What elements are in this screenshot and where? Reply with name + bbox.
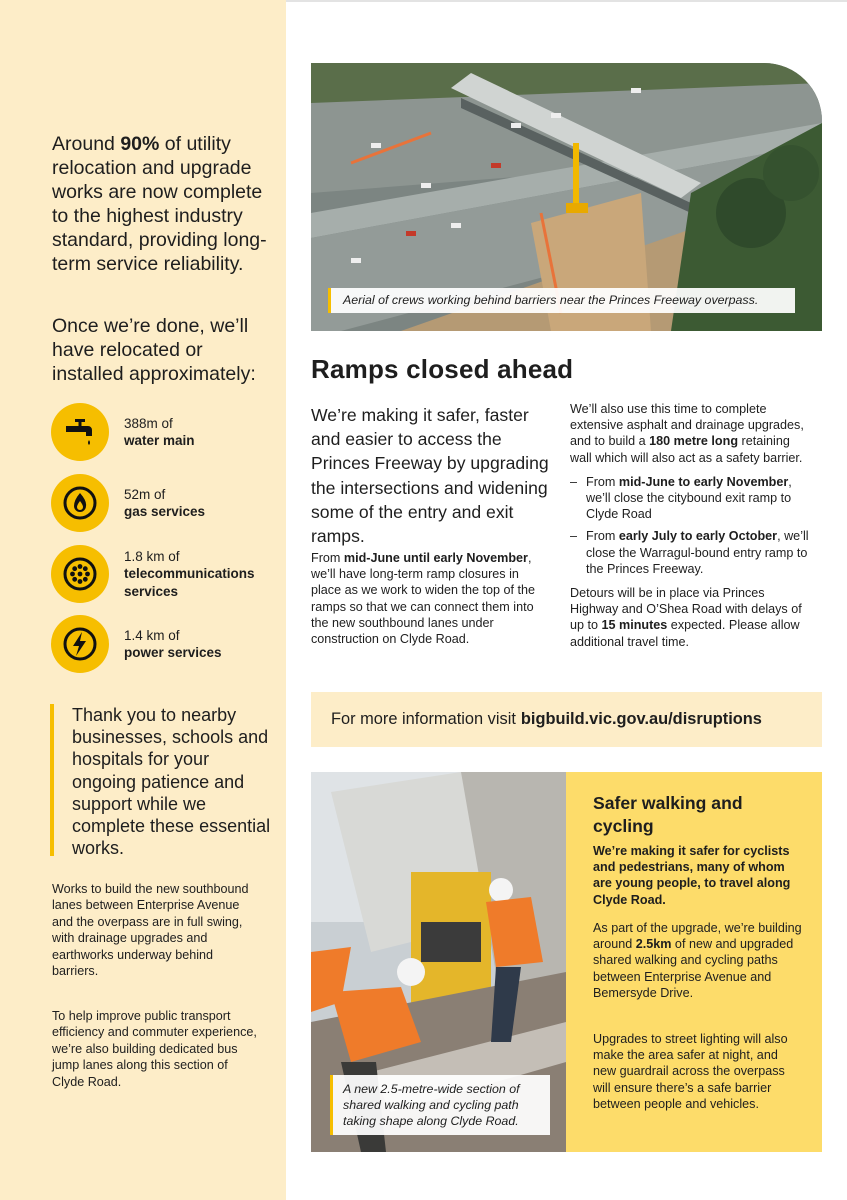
- stat-label: water main: [124, 433, 195, 448]
- disruptions-link[interactable]: bigbuild.vic.gov.au/disruptions: [520, 710, 762, 728]
- intro-statement: Around 90% of utility relocation and upgrade works are now complete to the highest industry standard, providing long-term service reliability.: [52, 133, 267, 275]
- southbound-lanes-paragraph: Works to build the new southbound lanes between Enterprise Avenue and the overpass are in full swing, with drainage upgrades and earthworks underway behind barriers.: [52, 882, 249, 979]
- flame-icon: [51, 474, 109, 532]
- ramps-heading: Ramps closed ahead: [311, 354, 574, 384]
- tap-icon: [51, 403, 109, 461]
- ramp-closures-paragraph: From mid-June until early November, we’ll have long-term ramp closures in place as we work to widen the top of the ramps so that we can connect them into the new southbound lanes under construction on Clyde Road.: [311, 551, 536, 647]
- ramps-details: [570, 401, 810, 650]
- stat-label: telecommunications services: [124, 566, 255, 599]
- stat-amount: 52m of: [124, 486, 166, 502]
- more-info-banner: [311, 692, 822, 747]
- lightning-icon: [51, 615, 109, 673]
- shared-paths-paragraph: As part of the upgrade, we’re building around 2.5km of new and upgraded shared walking and cycling paths between Enterprise Avenue and Bemersyde Drive.: [593, 921, 802, 1000]
- cable-icon: [51, 545, 109, 603]
- closure-item: – From mid-June to early November, we’ll close the citybound exit ramp to Clyde Road: [570, 474, 810, 523]
- closure-item: – From early July to early October, we’ll close the Warragul-bound entry ramp to the Princes Freeway.: [570, 528, 810, 577]
- stat-gas-services: [51, 474, 281, 532]
- thank-you-quote: Thank you to nearby businesses, schools and hospitals for your ongoing patience and support while we complete these essential works.: [50, 704, 278, 856]
- intro-followup: Once we’re done, we’ll have relocated or installed approximately:: [52, 315, 256, 385]
- safer-intro: We’re making it safer for cyclists and pedestrians, many of whom are young people, to travel along Clyde Road.: [593, 844, 791, 907]
- aerial-photo-caption: Aerial of crews working behind barriers near the Princes Freeway overpass.: [328, 288, 795, 313]
- stat-amount: 388m of: [124, 415, 173, 431]
- ramps-lead: We’re making it safer, faster and easier to access the Princes Freeway by upgrading the intersections and widening some of the entry and exit ramps.: [311, 405, 549, 547]
- stat-water-main: [51, 403, 281, 461]
- detours-paragraph: Detours will be in place via Princes Highway and O’Shea Road with delays of up to 15 minutes expected. Please allow additional travel time.: [570, 586, 802, 649]
- stat-amount: 1.4 km of: [124, 627, 180, 643]
- stat-telecommunications: [51, 545, 281, 603]
- stat-label: gas services: [124, 504, 206, 519]
- more-info-text: For more information visit: [331, 710, 516, 728]
- safer-walking-heading: Safer walking and cycling: [593, 793, 743, 836]
- stat-power-services: [51, 615, 281, 673]
- path-photo-caption: A new 2.5-metre-wide section of shared walking and cycling path taking shape along Clyde Road.: [330, 1075, 550, 1135]
- retaining-wall-paragraph: We’ll also use this time to complete extensive asphalt and drainage upgrades, and to build a 180 metre long retaining wall which will also act as a safety barrier.: [570, 402, 804, 465]
- bus-lanes-paragraph: To help improve public transport efficiency and commuter experience, we’re also building dedicated bus jump lanes along this section of Clyde Road.: [52, 1009, 257, 1089]
- lighting-paragraph: Upgrades to street lighting will also make the area safer at night, and new guardrail across the overpass will ensure there’s a safe barrier between people and vehicles.: [593, 1032, 788, 1111]
- closure-list: [570, 474, 810, 577]
- stat-label: power services: [124, 645, 222, 660]
- safer-walking-panel: [566, 772, 822, 1152]
- stat-amount: 1.8 km of: [124, 548, 180, 564]
